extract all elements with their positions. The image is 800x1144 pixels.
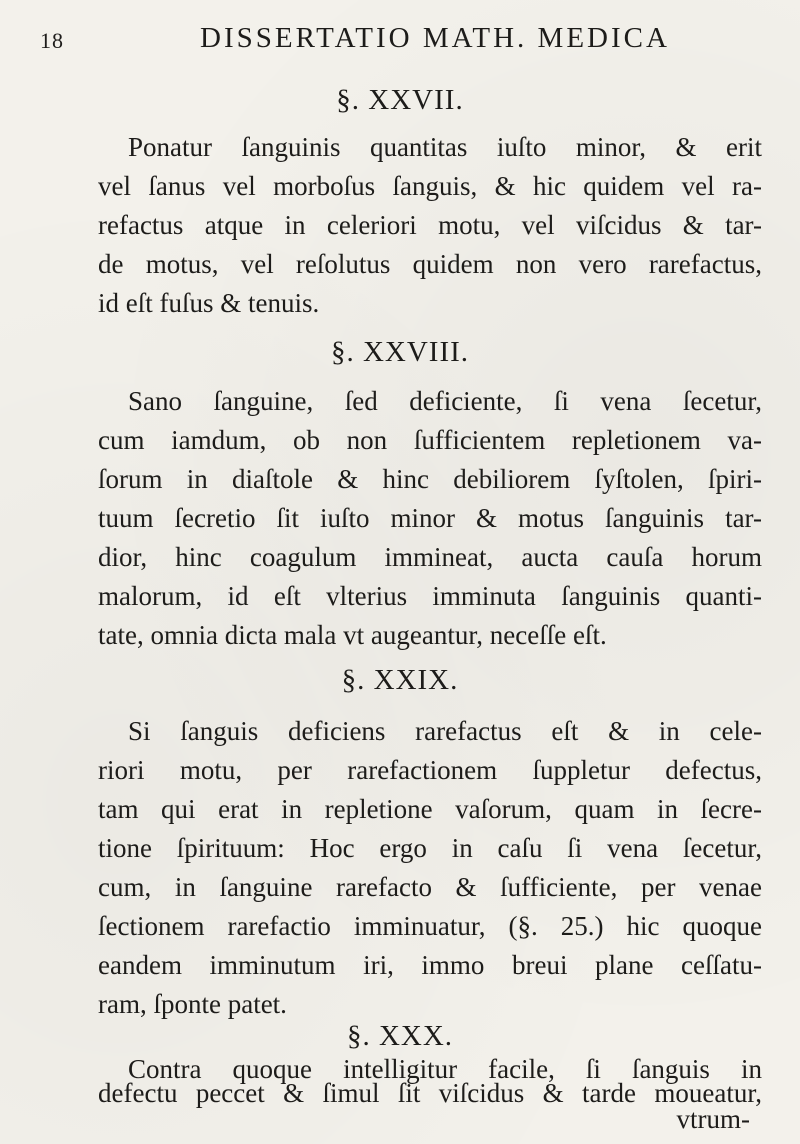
section-heading-xxviii-wrap xyxy=(0,336,800,369)
paragraph-xxvii xyxy=(98,128,762,323)
text-line: de motus, vel reſolutus quidem non vero rarefactus, xyxy=(98,249,762,279)
text-line: malorum, id eſt vlterius imminuta ſanguinis quanti- xyxy=(98,581,762,611)
text-line: tam qui erat in repletione vaſorum, quam in ſecre- xyxy=(98,794,762,824)
text-line: refactus atque in celeriori motu, vel viſcidus & tar- xyxy=(98,210,762,240)
text-line: cum, in ſanguine rarefacto & ſufficiente, per venae xyxy=(98,872,762,902)
section-heading: §. XXX. xyxy=(346,1020,454,1052)
text-line: dior, hinc coagulum immineat, aucta cauſa horum xyxy=(98,542,762,572)
text-line: ſorum in diaſtole & hinc debiliorem ſyſtolen, ſpiri- xyxy=(98,464,762,494)
text-line: ſectionem rarefactio imminuatur, (§. 25.) hic quoque xyxy=(98,911,762,941)
text-line: Contra quoque intelligitur facile, ſi ſanguis in xyxy=(128,1054,762,1084)
section-heading-xxix-wrap xyxy=(0,664,800,697)
text-line: Ponatur ſanguinis quantitas iuſto minor, & erit xyxy=(128,132,762,162)
section-heading: §. XXVII. xyxy=(336,84,464,116)
text-line: Si ſanguis deficiens rarefactus eſt & in cele- xyxy=(128,716,762,746)
text-line: tate, omnia dicta mala vt augeantur, neceſſe eſt. xyxy=(98,620,607,650)
text-line: id eſt fuſus & tenuis. xyxy=(98,288,320,318)
section-heading-xxx-wrap xyxy=(0,1020,800,1053)
text-line: tione ſpirituum: Hoc ergo in caſu ſi vena ſecetur, xyxy=(98,833,762,863)
text-line: riori motu, per rarefactionem ſuppletur defectus, xyxy=(98,755,762,785)
text-line: tuum ſecretio ſit iuſto minor & motus ſanguinis tar- xyxy=(98,503,762,533)
section-heading-xxvii-wrap xyxy=(0,84,800,117)
paragraph-xxviii xyxy=(98,382,762,655)
paragraph-xxx-cont xyxy=(98,1078,762,1108)
text-line: Sano ſanguine, ſed deficiente, ſi vena ſecetur, xyxy=(128,386,762,416)
paragraph-xxix xyxy=(98,712,762,1024)
page-number: 18 xyxy=(40,28,64,53)
text-line: cum iamdum, ob non ſufficientem repletionem va- xyxy=(98,425,762,455)
section-heading: §. XXVIII. xyxy=(330,336,470,368)
running-head xyxy=(40,22,760,66)
text-line: vel ſanus vel morboſus ſanguis, & hic quidem vel ra- xyxy=(98,171,762,201)
text-line: defectu peccet & ſimul ſit viſcidus & tarde moueatur, xyxy=(98,1078,762,1108)
text-line: eandem imminutum iri, immo breui plane ceſſatu- xyxy=(98,950,762,980)
catchword: vtrum- xyxy=(676,1104,750,1134)
text-line: ram, ſponte patet. xyxy=(98,989,287,1019)
running-title: DISSERTATIO MATH. MEDICA xyxy=(200,22,670,54)
section-heading: §. XXIX. xyxy=(341,664,459,696)
